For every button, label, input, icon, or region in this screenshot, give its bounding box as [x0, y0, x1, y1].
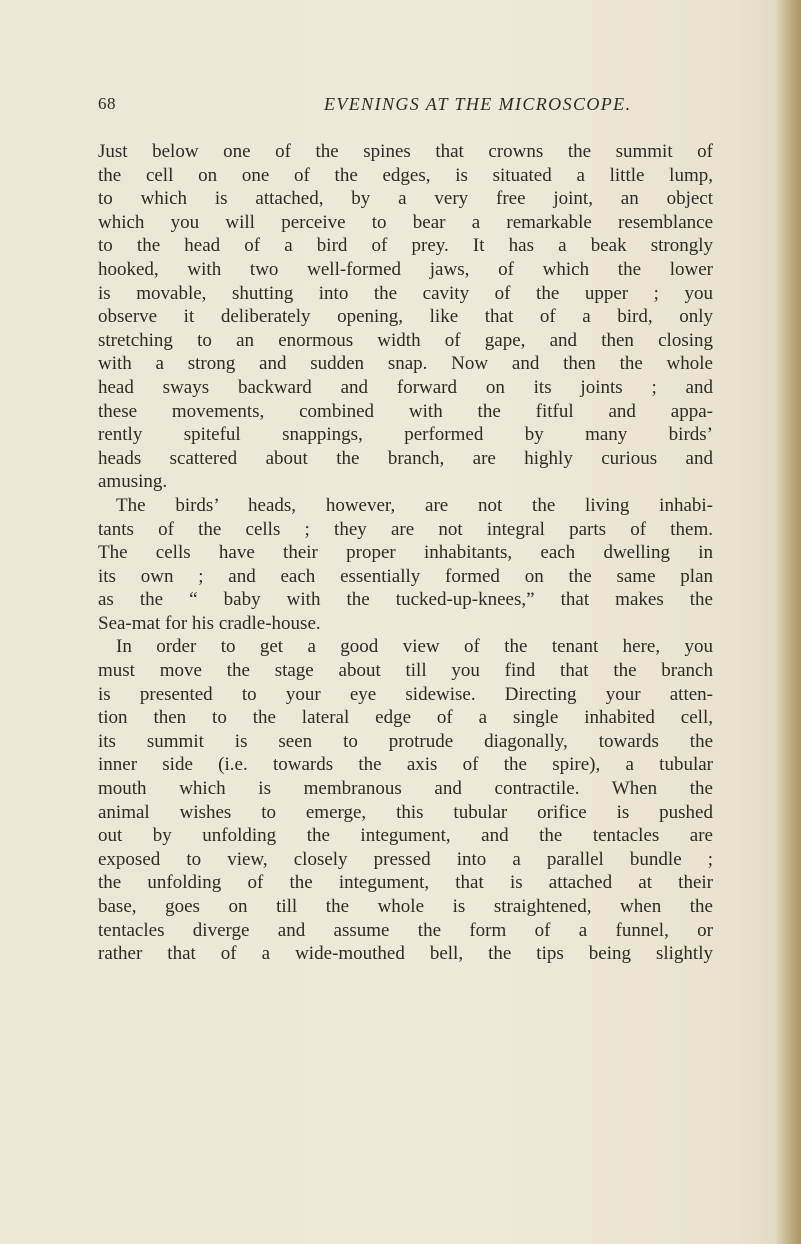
- text-line: tants of the cells ; they are not integral parts of them.: [98, 518, 713, 540]
- text-line: rather that of a wide-mouthed bell, the tips being slightly: [98, 943, 713, 965]
- text-line: these movements, combined with the fitful and appa-: [98, 400, 713, 422]
- text-line: Just below one of the spines that crowns the summit of: [98, 141, 713, 162]
- text-line: hooked, with two well-formed jaws, of which the lower: [98, 258, 713, 280]
- text-line: inner side (i.e. towards the axis of the spire), a tubular: [98, 754, 713, 776]
- text-line: heads scattered about the branch, are highly curious and: [98, 447, 713, 469]
- page-number: 68: [98, 94, 116, 113]
- text-line: amusing.: [98, 471, 168, 493]
- text-line: to the head of a bird of prey. It has a beak strongly: [98, 235, 713, 257]
- text-line: exposed to view, closely pressed into a parallel bundle ;: [98, 848, 713, 870]
- text-line: which you will perceive to bear a remarkable resemblance: [98, 211, 713, 233]
- text-line: the cell on one of the edges, is situated a little lump,: [98, 164, 713, 186]
- text-line: the unfolding of the integument, that is attached at their: [98, 872, 713, 894]
- text-line: In order to get a good view of the tenant here, you: [116, 636, 713, 658]
- running-title: EVENINGS AT THE MICROSCOPE.: [324, 94, 632, 114]
- text-line: rently spiteful snappings, performed by many birds’: [98, 424, 713, 446]
- text-line: observe it deliberately opening, like that of a bird, only: [98, 306, 713, 328]
- text-line: is movable, shutting into the cavity of the upper ; you: [98, 282, 713, 304]
- text-line: animal wishes to emerge, this tubular orifice is pushed: [98, 801, 713, 823]
- text-line: stretching to an enormous width of gape, and then closing: [98, 329, 713, 351]
- text-line: its summit is seen to protrude diagonally, towards the: [98, 730, 713, 752]
- text-line: out by unfolding the integument, and the tentacles are: [98, 825, 713, 847]
- text-line: tentacles diverge and assume the form of a funnel, or: [98, 919, 713, 941]
- page-binding-edge: [775, 0, 801, 1244]
- text-line: with a strong and sudden snap. Now and then the whole: [98, 353, 713, 375]
- text-line: to which is attached, by a very free joint, an object: [98, 188, 713, 210]
- text-line: tion then to the lateral edge of a single inhabited cell,: [98, 707, 713, 729]
- text-line: Sea-mat for his cradle-house.: [98, 612, 321, 634]
- text-line: its own ; and each essentially formed on the same plan: [98, 565, 713, 587]
- body-text: [98, 140, 713, 966]
- page-header: [98, 94, 713, 118]
- text-line: is presented to your eye sidewise. Directing your atten-: [98, 683, 713, 705]
- text-line: as the “ baby with the tucked-up-knees,” that makes the: [98, 589, 713, 611]
- text-line: base, goes on till the whole is straightened, when the: [98, 896, 713, 917]
- text-line: must move the stage about till you find that the branch: [98, 660, 713, 682]
- text-line: mouth which is membranous and contractile. When the: [98, 778, 713, 800]
- text-line: The cells have their proper inhabitants, each dwelling in: [98, 542, 713, 564]
- text-line: head sways backward and forward on its joints ; and: [98, 376, 713, 398]
- text-line: The birds’ heads, however, are not the living inhabi-: [116, 494, 713, 516]
